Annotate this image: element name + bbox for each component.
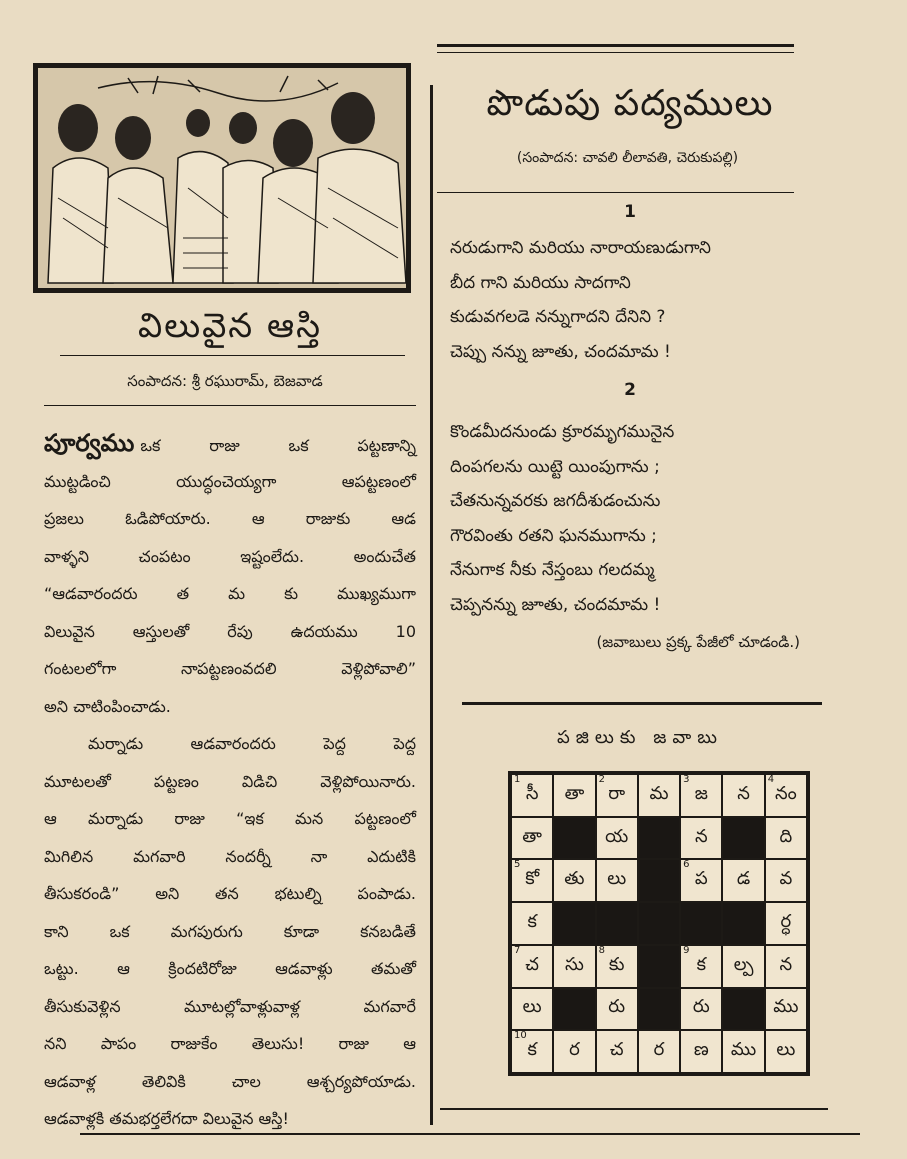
grid-black-cell bbox=[554, 903, 594, 944]
grid-cell bbox=[512, 989, 552, 1030]
grid-black-cell bbox=[639, 860, 679, 901]
grid-cell-letter: న bbox=[779, 953, 793, 975]
story-line: ఆడవాళ్లకి తమభర్తలేగదా విలువైన ఆస్తి! bbox=[44, 1109, 289, 1128]
grid-cell-letter: చ bbox=[609, 1039, 624, 1061]
stanza-number: 2 bbox=[624, 380, 636, 400]
grid-cell bbox=[681, 860, 721, 901]
grid-cell bbox=[554, 946, 594, 987]
crowd-drawing bbox=[38, 68, 406, 288]
grid-black-cell bbox=[639, 946, 679, 987]
poem-end-rule bbox=[462, 702, 822, 705]
grid-black-cell bbox=[554, 989, 594, 1030]
grid-cell bbox=[597, 775, 637, 816]
story-title: విలువైన ఆస్తి bbox=[138, 306, 322, 346]
grid-black-cell bbox=[723, 989, 763, 1030]
poem-line: చెప్పనన్ను జూతు, చందమామ ! bbox=[450, 594, 661, 615]
poem-line: నేనుగాక నీకు నేస్తంబు గలదమ్మ bbox=[450, 560, 655, 580]
grid-cell-number: 9 bbox=[683, 944, 690, 956]
story-line: ఆడవాళ్ల తెలివికి చాల ఆశ్చర్యపోయాడు. bbox=[44, 1071, 416, 1091]
story-line: మర్నాడు ఆడవారందరు పెద్ద పెద్ద bbox=[88, 734, 416, 753]
story-line: తీసుకువెళ్లిన మూటల్లోవాళ్లువాళ్ల మగవారే bbox=[44, 996, 416, 1016]
grid-cell-letter: ర bbox=[569, 1039, 580, 1061]
poem-line: చేతనున్నవరకు జగదీశుడంచును bbox=[450, 491, 661, 511]
poem-line: బీద గాని మరియు సాదగాని bbox=[450, 272, 631, 293]
grid-cell bbox=[597, 946, 637, 987]
grid-cell-letter: జ bbox=[694, 782, 708, 804]
grid-cell-letter: క bbox=[696, 953, 706, 975]
grid-cell-number: 2 bbox=[598, 774, 605, 785]
grid-black-cell bbox=[597, 903, 637, 944]
story-line bbox=[44, 425, 416, 463]
story-line: ఆ మర్నాడు రాజు “ఇక మన పట్టణంలో bbox=[44, 809, 416, 828]
grid-cell-letter: ది bbox=[779, 825, 793, 847]
grid-cell-letter: రా bbox=[608, 782, 626, 804]
story-editor-credit: సంపాదన: శ్రీ రఘురామ్, బెజవాడ bbox=[127, 372, 323, 390]
grid-cell-number: 3 bbox=[683, 774, 690, 785]
grid-cell-letter: సీ bbox=[525, 782, 539, 804]
story-line: కాని ఒక మగపురుగు కూడా కనబడితే bbox=[44, 921, 416, 941]
story-line: ఒట్టు. ఆ క్రిందటిరోజు ఆడవాళ్లు తమతో bbox=[44, 959, 416, 978]
grid-cell-letter: లు bbox=[607, 868, 627, 890]
grid-cell-number: 6 bbox=[683, 859, 690, 871]
grid-cell-letter: ప bbox=[694, 868, 708, 890]
story-line: “ఆడవారందరు త మ కు ముఖ్యముగా bbox=[44, 584, 416, 603]
grid-cell-letter: న bbox=[737, 782, 750, 804]
grid-cell-letter: రు bbox=[608, 996, 626, 1018]
grid-cell-letter: తా bbox=[564, 782, 585, 804]
grid-cell bbox=[681, 1031, 721, 1072]
grid-cell bbox=[766, 989, 806, 1030]
grid-cell bbox=[512, 903, 552, 944]
grid-cell bbox=[597, 860, 637, 901]
grid-cell-letter: న bbox=[694, 825, 708, 847]
grid-cell bbox=[597, 818, 637, 859]
grid-black-cell bbox=[639, 903, 679, 944]
grid-cell-number: 4 bbox=[767, 774, 775, 785]
grid-cell bbox=[554, 775, 594, 816]
story-body bbox=[44, 425, 416, 1138]
grid-cell bbox=[681, 946, 721, 987]
poem-line: చెప్పు నన్ను జూతు, చందమామ ! bbox=[450, 341, 671, 362]
poem-line: కుడువగలడె నన్నుగాదని దేనిని ? bbox=[450, 307, 666, 327]
story-line: నని పాపం రాజుకేం తెలుసు! రాజు ఆ bbox=[44, 1034, 416, 1053]
grid-cell bbox=[723, 775, 763, 816]
story-line: అని చాటింపించాడు. bbox=[44, 696, 171, 716]
grid-cell-letter: ము bbox=[773, 996, 799, 1018]
story-line: తీసుకరండి” అని తన భటుల్ని పంపాడు. bbox=[44, 884, 416, 903]
grid-cell bbox=[597, 1031, 637, 1072]
grid-cell-letter: క bbox=[527, 1039, 537, 1061]
grid-black-cell bbox=[554, 818, 594, 859]
story-line: గంటలలోగా నాపట్టణంవదలి వెళ్లిపోవాలి” bbox=[44, 659, 416, 678]
grid-cell bbox=[766, 946, 806, 987]
title-rule bbox=[60, 355, 405, 356]
grid-cell-letter: మ bbox=[649, 782, 669, 804]
answer-note: (జవాబులు ప్రక్క పేజీలో చూడండి.) bbox=[596, 633, 800, 651]
grid-cell bbox=[723, 946, 763, 987]
grid-cell-number: 8 bbox=[598, 944, 605, 956]
grid-cell bbox=[597, 989, 637, 1030]
grid-cell-letter: ణ bbox=[693, 1039, 709, 1061]
right-bottom-rule bbox=[440, 1108, 828, 1110]
grid-cell-letter: రు bbox=[692, 996, 710, 1018]
crossword-answer-grid bbox=[508, 771, 810, 1076]
story-line: విలువైన ఆస్తులతో రేపు ఉదయము 10 bbox=[44, 621, 416, 641]
grid-cell-letter: లు bbox=[522, 996, 542, 1018]
grid-cell-letter: య bbox=[605, 825, 629, 847]
grid-cell bbox=[512, 1031, 552, 1072]
poem-title: పొడుపు పద్యములు bbox=[486, 83, 774, 124]
grid-cell bbox=[554, 860, 594, 901]
grid-cell bbox=[766, 860, 806, 901]
poem-line: నరుడుగాని మరియు నారాయణుడుగాని bbox=[450, 238, 711, 258]
grid-cell-number: 10 bbox=[514, 1030, 527, 1042]
grid-cell-number: 5 bbox=[514, 859, 521, 871]
grid-cell-letter: వ bbox=[779, 868, 793, 890]
grid-black-cell bbox=[639, 818, 679, 859]
grid-cell-letter: ల్ప bbox=[733, 953, 754, 975]
grid-cell-number: 1 bbox=[514, 774, 521, 785]
poem-editor-credit: (సంపాదన: చావలి లీలావతి, చెరుకుపల్లి) bbox=[516, 150, 739, 166]
poem-line: గౌరవింతు రతని ఘనముగాను ; bbox=[450, 525, 657, 546]
grid-cell-letter: క bbox=[527, 910, 537, 932]
grid-cell-letter: ము bbox=[730, 1039, 757, 1061]
story-line-text: ఒక రాజు ఒక పట్టణాన్ని bbox=[140, 436, 416, 455]
stanza-1 bbox=[450, 231, 795, 369]
grid-black-cell bbox=[639, 989, 679, 1030]
poem-editor-rule bbox=[437, 192, 794, 193]
grid-cell bbox=[554, 1031, 594, 1072]
grid-cell bbox=[512, 818, 552, 859]
story-line: మిగిలిన మగవారి నందర్నీ నా ఎదుటికి bbox=[44, 846, 416, 866]
top-rule bbox=[437, 44, 794, 47]
story-line: మూటలతో పట్టణం విడిచి వెళ్లిపోయినారు. bbox=[44, 771, 416, 791]
editor-rule bbox=[44, 405, 416, 406]
grid-cell-letter: కో bbox=[525, 868, 540, 890]
grid-cell-letter: సు bbox=[564, 953, 584, 975]
grid-cell-letter: నం bbox=[774, 782, 797, 804]
grid-cell bbox=[512, 775, 552, 816]
grid-cell bbox=[723, 860, 763, 901]
puzzle-title: పజిలుకు జవాబు bbox=[556, 727, 724, 748]
grid-cell bbox=[681, 818, 721, 859]
grid-cell-letter: డ bbox=[736, 868, 751, 890]
grid-cell-letter: ర్ధ bbox=[780, 910, 792, 932]
top-rule-thin bbox=[437, 52, 794, 53]
grid-cell bbox=[639, 775, 679, 816]
story-line: ముట్టడించి యుద్ధంచెయ్యగా ఆపట్టణంలో bbox=[44, 471, 416, 491]
story-illustration bbox=[33, 63, 411, 293]
grid-cell-letter: తా bbox=[522, 825, 542, 847]
grid-cell-letter: తు bbox=[564, 868, 585, 890]
story-opening-word: పూర్వము bbox=[44, 429, 135, 457]
stanza-number: 1 bbox=[624, 202, 636, 222]
stanza-2 bbox=[450, 415, 795, 622]
grid-cell bbox=[766, 1031, 806, 1072]
grid-black-cell bbox=[723, 818, 763, 859]
grid-cell bbox=[766, 818, 806, 859]
story-line: ప్రజలు ఓడిపోయారు. ఆ రాజుకు ఆడ bbox=[44, 509, 416, 528]
grid-cell-number: 7 bbox=[514, 944, 521, 956]
grid-cell bbox=[639, 1031, 679, 1072]
grid-black-cell bbox=[723, 903, 763, 944]
poem-line: కొండమీదనుండు క్రూరమృగమునైన bbox=[450, 422, 675, 442]
grid-cell bbox=[681, 775, 721, 816]
poem-line: దింపగలను యిట్టె యింపుగాను ; bbox=[450, 456, 660, 477]
grid-cell bbox=[766, 903, 806, 944]
grid-cell bbox=[512, 946, 552, 987]
grid-cell bbox=[723, 1031, 763, 1072]
grid-cell bbox=[512, 860, 552, 901]
grid-cell-letter: లు bbox=[776, 1039, 796, 1061]
grid-black-cell bbox=[681, 903, 721, 944]
grid-cell-letter: కు bbox=[608, 953, 625, 975]
grid-cell bbox=[766, 775, 806, 816]
column-divider bbox=[430, 85, 433, 1125]
story-line: వాళ్ళని చంపటం ఇష్టంలేదు. అందుచేత bbox=[44, 546, 416, 566]
grid-cell-letter: ర bbox=[653, 1039, 665, 1061]
grid-cell bbox=[681, 989, 721, 1030]
grid-cell-letter: చ bbox=[525, 953, 539, 975]
